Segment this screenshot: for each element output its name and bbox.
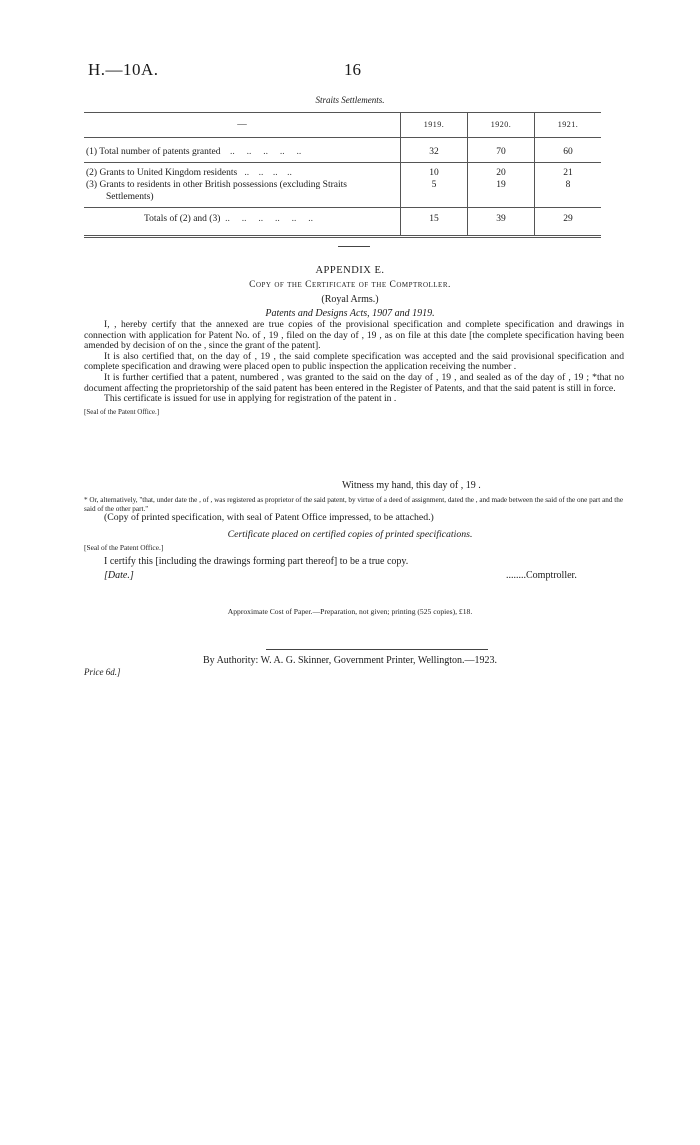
- witness-line: Witness my hand, this day of , 19 .: [342, 480, 481, 491]
- table-row: [84, 146, 601, 163]
- date-placeholder: [Date.]: [104, 570, 134, 581]
- row-label: Totals of (2) and (3): [144, 214, 221, 224]
- price-note: Price 6d.]: [84, 667, 121, 677]
- cell-value: 21: [535, 163, 602, 180]
- seal-note: [Seal of the Patent Office.]: [84, 407, 160, 416]
- cell-value: 15: [401, 208, 468, 237]
- cost-note: Approximate Cost of Paper.—Preparation, not given; printing (525 copies), £18.: [227, 607, 473, 616]
- table-row: [84, 163, 601, 180]
- year-header: 1920.: [468, 113, 535, 138]
- cell-value: 8: [535, 179, 602, 208]
- statistics-table: [84, 112, 601, 238]
- appendix-subtitle: Copy of the Certificate of the Comptroller.: [249, 280, 451, 290]
- certificate-body: [84, 320, 624, 417]
- row-label: (3) Grants to residents in other British possessions (excluding Straits: [86, 180, 347, 190]
- footnote: * Or, alternatively, "that, under date the , of , was registered as proprietor of the said patent, by virtue of a deed of assignment, dated the , and made between the said of the one part and the said of the other part.": [84, 496, 624, 513]
- year-header: 1921.: [535, 113, 602, 138]
- cell-value: 19: [468, 179, 535, 208]
- seal-note: [Seal of the Patent Office.]: [84, 543, 164, 552]
- table-row: [84, 179, 601, 208]
- certify-line: I certify this [including the drawings forming part thereof] to be a true copy.: [104, 556, 409, 567]
- appendix-title: APPENDIX E.: [315, 265, 385, 276]
- table-title: Straits Settlements.: [315, 95, 385, 105]
- cell-value: 70: [468, 146, 535, 163]
- row-label: (2) Grants to United Kingdom residents: [86, 168, 238, 178]
- cell-value: 10: [401, 163, 468, 180]
- cell-value: 5: [401, 179, 468, 208]
- certificate-placed-heading: Certificate placed on certified copies of printed specifications.: [227, 529, 473, 540]
- leader-dots: .. .. .. .. ..: [222, 147, 302, 157]
- printer-authority: By Authority: W. A. G. Skinner, Government Printer, Wellington.—1923.: [202, 655, 498, 666]
- leader-dots: .. .. .. .. .. ..: [222, 214, 313, 224]
- year-header: 1919.: [401, 113, 468, 138]
- section-divider: [338, 246, 370, 247]
- paragraph: It is further certified that a patent, numbered , was granted to the said on the day of , 19 , and sealed as of the day of , 19 ; *that no document affecting the proprietorship of the said patent has been entered in the Register of Patents, and that the said patent is still in force.: [84, 371, 624, 394]
- paragraph: This certificate is issued for use in applying for registration of the patent in .: [104, 393, 397, 405]
- cell-value: 29: [535, 208, 602, 237]
- row-label: (1) Total number of patents granted: [86, 147, 221, 157]
- copy-note: (Copy of printed specification, with seal of Patent Office impressed, to be attached.): [104, 512, 434, 523]
- table-head-dash: —: [84, 113, 401, 138]
- table-row-totals: [84, 208, 601, 237]
- document-reference: H.—10A.: [88, 60, 159, 79]
- paragraph: I, , hereby certify that the annexed are true copies of the provisional specification and complete specification and drawings in connection with application for Patent No. of , 19 , filed on the day of , 19 , as on file at this date [the complete specification having been amended by decision of on the , since the grant of the patent].: [84, 319, 624, 352]
- row-label-continued: Settlements): [106, 192, 154, 202]
- page-number: 16: [344, 60, 361, 79]
- cell-value: 32: [401, 146, 468, 163]
- footer-divider: [266, 649, 488, 650]
- leader-dots: .. .. .. ..: [239, 168, 292, 178]
- cell-value: 20: [468, 163, 535, 180]
- cell-value: 60: [535, 146, 602, 163]
- paragraph: It is also certified that, on the day of , 19 , the said complete specification was accepted and the said provisional specification and complete specification and drawing were placed open to public inspection the application receiving the number .: [84, 350, 624, 373]
- comptroller-signature: ........Comptroller.: [506, 570, 577, 581]
- royal-arms-note: (Royal Arms.): [321, 294, 379, 305]
- cell-value: 39: [468, 208, 535, 237]
- acts-citation: Patents and Designs Acts, 1907 and 1919.: [265, 308, 435, 319]
